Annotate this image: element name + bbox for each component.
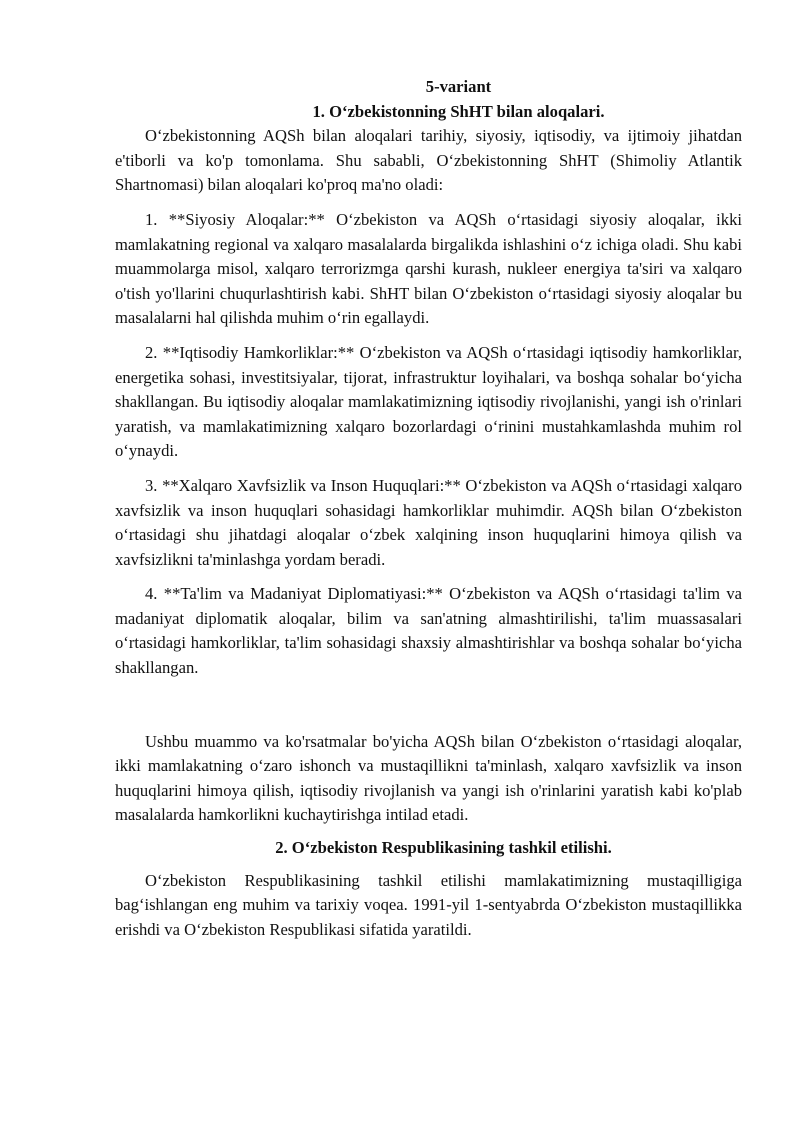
list-item-3: 3. **Xalqaro Xavfsizlik va Inson Huquqlari:** O‘zbekiston va AQSh o‘rtasidagi xalqaro xavfsizlik va inson huquqlari sohasidagi hamkorliklar muhimdir. AQSh bilan O‘zbekiston o‘rtasidagi shu jihatdagi aloqalar o‘zbek xalqining inson huquqlarini himoya qilish va xavfsizlikni ta'minlashga yordam beradi. bbox=[115, 475, 742, 569]
list-item-4: 4. **Ta'lim va Madaniyat Diplomatiyasi:** O‘zbekiston va AQSh o‘rtasidagi ta'lim va madaniyat diplomatik aloqalar, bilim va san'atning almashtirilishi, ta'lim muassasalari o‘rtasidagi hamkorliklar, ta'lim sohasidagi shaxsiy almashtirishlar va boshqa sohalar bo‘yicha shakllangan. bbox=[115, 584, 742, 678]
section-2-title: 2. O‘zbekiston Respublikasining tashkil etilishi. bbox=[275, 838, 612, 858]
conclusion-paragraph: Ushbu muammo va ko'rsatmalar bo'yicha AQSh bilan O‘zbekiston o‘rtasidagi aloqalar, ikki mamlakatning o‘zaro ishonch va mustaqillikni ta'minlash, xalqaro xavfsizlik va inson huquqlarini himoya qilish, iqtisodiy rivojlanish va yangi ish o'rinlarini yaratish kabi ko'plab masalalarda hamkorlikni kuchaytirishga intilad etadi. bbox=[115, 731, 742, 825]
intro-paragraph: O‘zbekistonning AQSh bilan aloqalari tarihiy, siyosiy, iqtisodiy, va ijtimoiy jihatdan e'tiborli va ko'p tomonlama. Shu sababli, O‘zbekistonning ShHT (Shimoliy Atlantik Shartnomasi) bilan aloqalari ko'proq ma'no oladi: bbox=[115, 126, 742, 195]
variant-title: 5-variant bbox=[425, 77, 492, 96]
document-page bbox=[115, 75, 742, 952]
blank-space bbox=[115, 681, 742, 730]
list-item-2: 2. **Iqtisodiy Hamkorliklar:** O‘zbekiston va AQSh o‘rtasidagi iqtisodiy hamkorliklar, energetika sohasi, investitsiyalar, tijorat, infrastruktur loyihalari, va boshqa sohalar bo‘yicha shakllangan. Bu iqtisodiy aloqalar mamlakatimizning iqtisodiy rivojlanishi, yangi ish o'rinlari yaratish, va mamlakatimizning xalqaro bozorlardagi o‘rinini mustahkamlashda muhim rol o‘ynaydi. bbox=[115, 342, 742, 461]
blank-space-small bbox=[115, 828, 742, 836]
section-1-title: 1. O‘zbekistonning ShHT bilan aloqalari. bbox=[312, 101, 605, 121]
list-item-1: 1. **Siyosiy Aloqalar:** O‘zbekiston va AQSh o‘rtasidagi siyosiy aloqalar, ikki mamlakatning regional va xalqaro masalalarda birgalikda ishlashini o‘z ichiga oladi. Shu kabi muammolarga misol, xalqaro terrorizmga qarshi kurash, nukleer energiya ta'siri va xalqaro o'tish yo'llarini chuqurlashtirish kabi. ShHT bilan O‘zbekiston o‘rtasidagi siyosiy aloqalar bu masalalarni hal qilishda muhim o‘rin egallaydi. bbox=[115, 209, 742, 328]
blank-space-small-2 bbox=[115, 861, 742, 869]
section-2-paragraph: O‘zbekiston Respublikasining tashkil etilishi mamlakatimizning mustaqilligiga bag‘ishlangan eng muhim va tarixiy voqea. 1991-yil 1-sentyabrda O‘zbekiston mustaqillikka erishdi va O‘zbekiston Respublikasi sifatida yaratildi. bbox=[115, 870, 742, 939]
